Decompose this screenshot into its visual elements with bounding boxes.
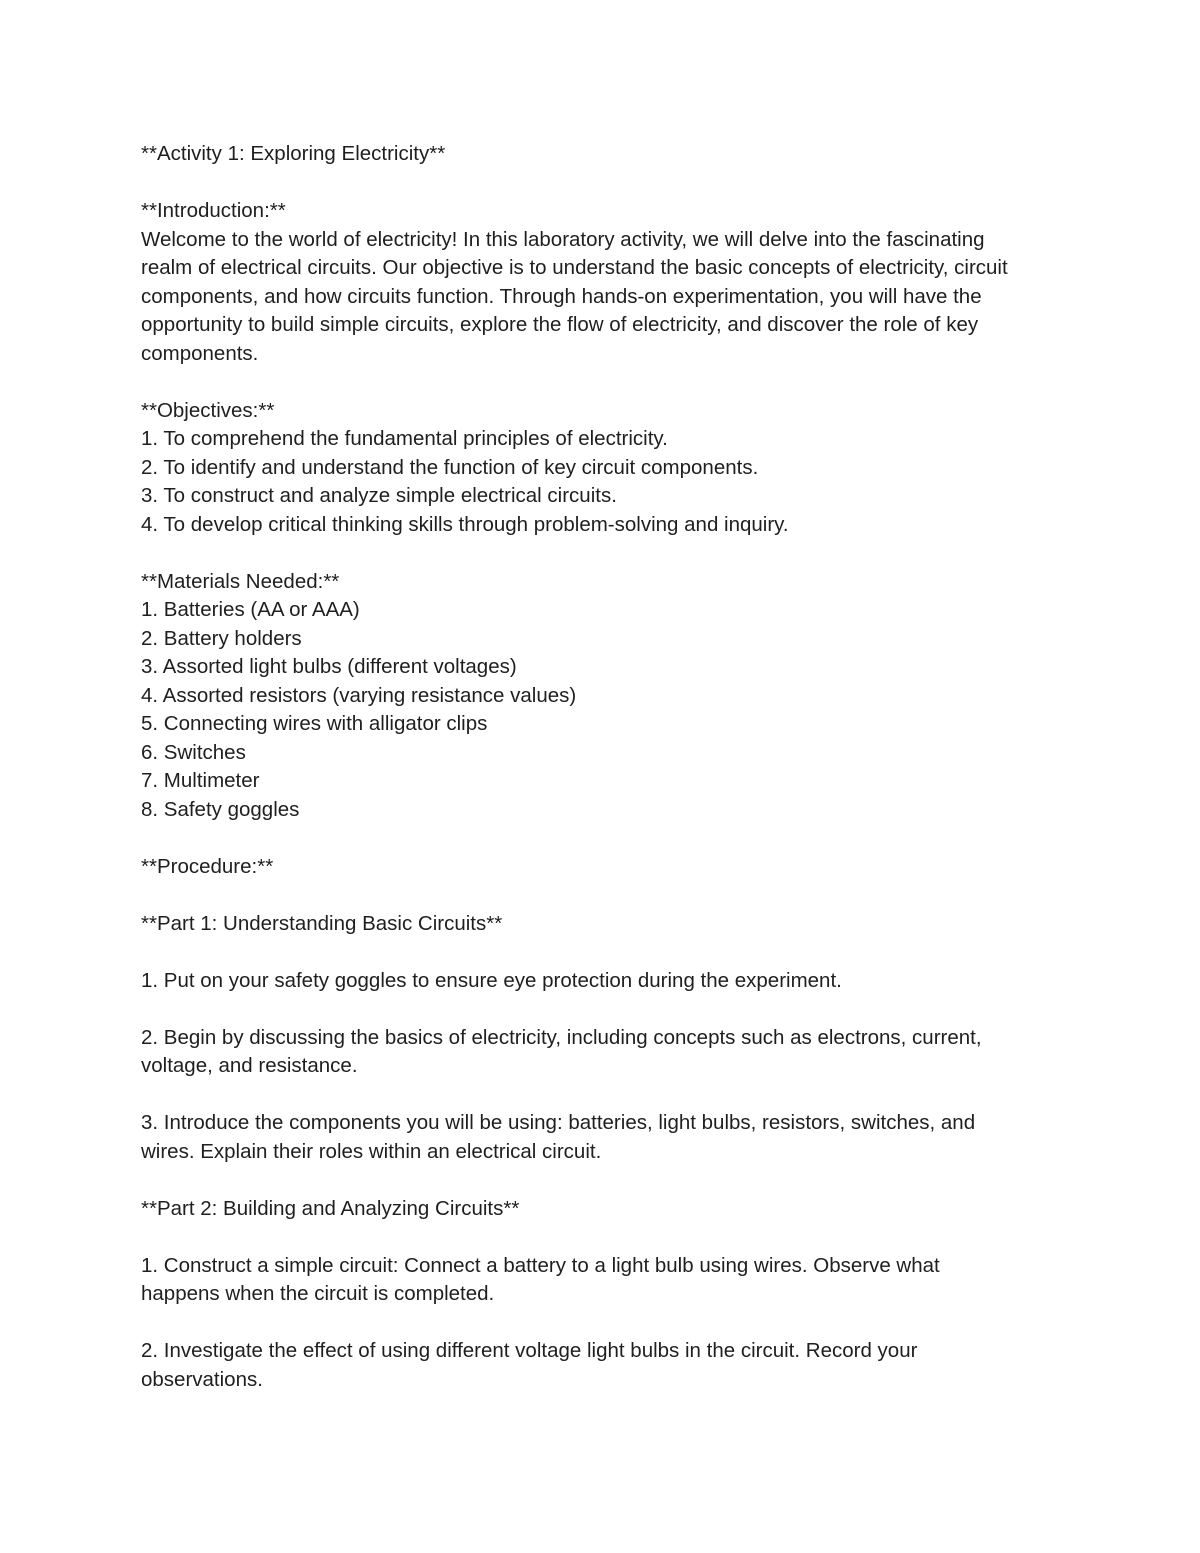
part1-step: 1. Put on your safety goggles to ensure eye protection during the experiment. — [141, 968, 842, 992]
spacer — [141, 881, 1060, 910]
spacer — [141, 169, 1060, 198]
objective-item: 4. To develop critical thinking skills through problem-solving and inquiry. — [141, 512, 789, 536]
part2-step: 2. Investigate the effect of using different voltage light bulbs in the circuit. Record your — [141, 1339, 918, 1362]
procedure-heading: **Procedure:** — [141, 854, 274, 878]
material-item: 3. Assorted light bulbs (different voltages) — [141, 655, 517, 678]
objectives-heading: **Objectives:** — [141, 398, 275, 422]
part1-step: 3. Introduce the components you will be using: batteries, light bulbs, resistors, switches, and — [141, 1111, 976, 1134]
material-item: 8. Safety goggles — [141, 797, 300, 821]
spacer — [141, 539, 1060, 568]
material-item: 7. Multimeter — [141, 769, 260, 792]
part1-heading: **Part 1: Understanding Basic Circuits** — [141, 911, 503, 935]
material-item: 1. Batteries (AA or AAA) — [141, 598, 360, 621]
materials-heading: **Materials Needed:** — [141, 569, 340, 593]
part1-step: wires. Explain their roles within an electrical circuit. — [141, 1139, 602, 1163]
document-title: **Activity 1: Exploring Electricity** — [141, 142, 446, 165]
spacer — [141, 824, 1060, 853]
introduction-line: opportunity to build simple circuits, explore the flow of electricity, and discover the role of key — [141, 313, 979, 336]
introduction-heading: **Introduction:** — [141, 199, 286, 222]
objective-item: 2. To identify and understand the function of key circuit components. — [141, 455, 759, 479]
part2-step: 1. Construct a simple circuit: Connect a battery to a light bulb using wires. Observe what — [141, 1253, 940, 1277]
objective-item: 3. To construct and analyze simple electrical circuits. — [141, 484, 617, 507]
material-item: 4. Assorted resistors (varying resistance values) — [141, 683, 577, 707]
spacer — [141, 995, 1060, 1024]
material-item: 5. Connecting wires with alligator clips — [141, 712, 488, 735]
material-item: 2. Battery holders — [141, 626, 302, 650]
introduction-line: realm of electrical circuits. Our objective is to understand the basic concepts of electricity, circuit — [141, 256, 1008, 279]
part2-heading: **Part 2: Building and Analyzing Circuits** — [141, 1196, 520, 1220]
spacer — [141, 1309, 1060, 1338]
spacer — [141, 938, 1060, 967]
spacer — [141, 368, 1060, 397]
objective-item: 1. To comprehend the fundamental principles of electricity. — [141, 427, 668, 450]
introduction-line: components, and how circuits function. Through hands-on experimentation, you will have the — [141, 284, 982, 308]
part1-step: voltage, and resistance. — [141, 1054, 358, 1077]
introduction-line: Welcome to the world of electricity! In this laboratory activity, we will delve into the fascinating — [141, 227, 985, 251]
part2-step: happens when the circuit is completed. — [141, 1282, 495, 1305]
spacer — [141, 1081, 1060, 1110]
introduction-line: components. — [141, 341, 259, 365]
part2-step: observations. — [141, 1367, 263, 1391]
part1-step: 2. Begin by discussing the basics of electricity, including concepts such as electrons, current, — [141, 1025, 982, 1049]
spacer — [141, 1223, 1060, 1252]
spacer — [141, 1166, 1060, 1195]
material-item: 6. Switches — [141, 740, 246, 764]
